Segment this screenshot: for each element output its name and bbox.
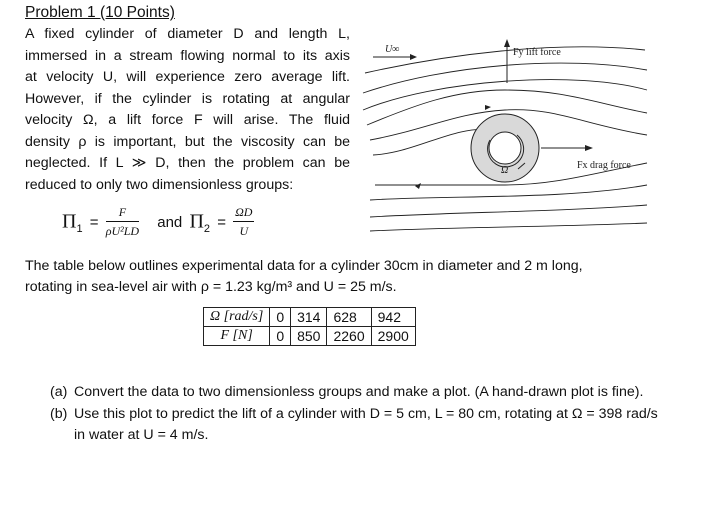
equals-sign: = xyxy=(217,213,226,231)
intro-line: immersed in a stream flowing normal to its axis xyxy=(25,47,350,64)
arrowhead-icon xyxy=(410,54,417,60)
intro-line: velocity Ω, a lift force F will arise. The fluid xyxy=(25,112,350,128)
intro-line: reduced to only two dimensionless groups: xyxy=(25,176,294,193)
description-line: rotating in sea-level air with ρ = 1.23 kg/m³ and U = 25 m/s. xyxy=(25,279,397,295)
pi2-subscript: 2 xyxy=(203,222,211,235)
question-item xyxy=(50,404,660,447)
u-infinity-label: U∞ xyxy=(385,44,400,55)
question-label: (b) xyxy=(50,405,68,422)
pi2-denominator: U xyxy=(239,224,249,238)
cylinder-flow-figure xyxy=(355,35,655,240)
question-text: Convert the data to two dimensionless groups and make a plot. (A hand-drawn plot is fine). xyxy=(74,384,644,400)
data-description xyxy=(25,256,625,298)
pi1-denominator: ρU²LD xyxy=(105,224,140,238)
pi1-numerator: F xyxy=(106,205,139,222)
drag-force-label: Fx drag force xyxy=(577,160,631,171)
table-cell: 314 xyxy=(291,308,327,327)
intro-line: density ρ is important, but the viscosity can be xyxy=(25,133,350,150)
cylinder-axis xyxy=(489,132,521,164)
pi1-fraction xyxy=(106,205,139,239)
intro-line: neglected. If L ≫ D, then the problem can be xyxy=(25,155,350,171)
arrowhead-icon xyxy=(415,183,421,189)
arrowhead-icon xyxy=(504,39,510,47)
question-label: (a) xyxy=(50,384,68,400)
intro-line: However, if the cylinder is rotating at angular xyxy=(25,90,350,107)
question-text: Use this plot to predict the lift of a cylinder with D = 5 cm, L = 80 cm, rotating at Ω = 398 rad/s in water at U = 4 m/s. xyxy=(74,405,658,443)
description-line: The table below outlines experimental data for a cylinder 30cm in diameter and 2 m long, xyxy=(25,258,583,274)
pi1-symbol: Π xyxy=(62,210,77,233)
table-cell: 942 xyxy=(371,308,415,327)
table-row-header: Ω [rad/s] xyxy=(204,308,270,327)
dimensionless-groups-equation xyxy=(62,205,254,247)
questions-list xyxy=(50,382,660,447)
table-cell: 0 xyxy=(270,308,291,327)
table-cell: 850 xyxy=(291,327,327,346)
experimental-data-table xyxy=(203,307,416,346)
question-item xyxy=(50,382,660,404)
lift-force-label: Fy lift force xyxy=(513,47,561,58)
arrowhead-icon xyxy=(485,105,491,110)
pi2-symbol: Π xyxy=(189,210,204,233)
intro-paragraph xyxy=(25,24,350,196)
intro-line: at velocity U, will experience zero average lift. xyxy=(25,69,350,85)
table-row xyxy=(204,308,416,327)
table-cell: 0 xyxy=(270,327,291,346)
omega-label: Ω xyxy=(501,165,509,176)
pi2-fraction xyxy=(233,205,254,239)
and-text: and xyxy=(157,213,183,231)
pi2-numerator: ΩD xyxy=(233,205,254,222)
intro-line: A fixed cylinder of diameter D and length L, xyxy=(25,26,350,42)
problem-title: Problem 1 (10 Points) xyxy=(25,4,175,21)
pi1-subscript: 1 xyxy=(76,222,83,235)
table-row-header: F [N] xyxy=(204,327,270,346)
table-cell: 2900 xyxy=(371,327,415,346)
equals-sign: = xyxy=(89,213,99,231)
arrowhead-icon xyxy=(585,145,593,151)
table-cell: 2260 xyxy=(327,327,371,346)
table-row xyxy=(204,327,416,346)
table-cell: 628 xyxy=(327,308,371,327)
